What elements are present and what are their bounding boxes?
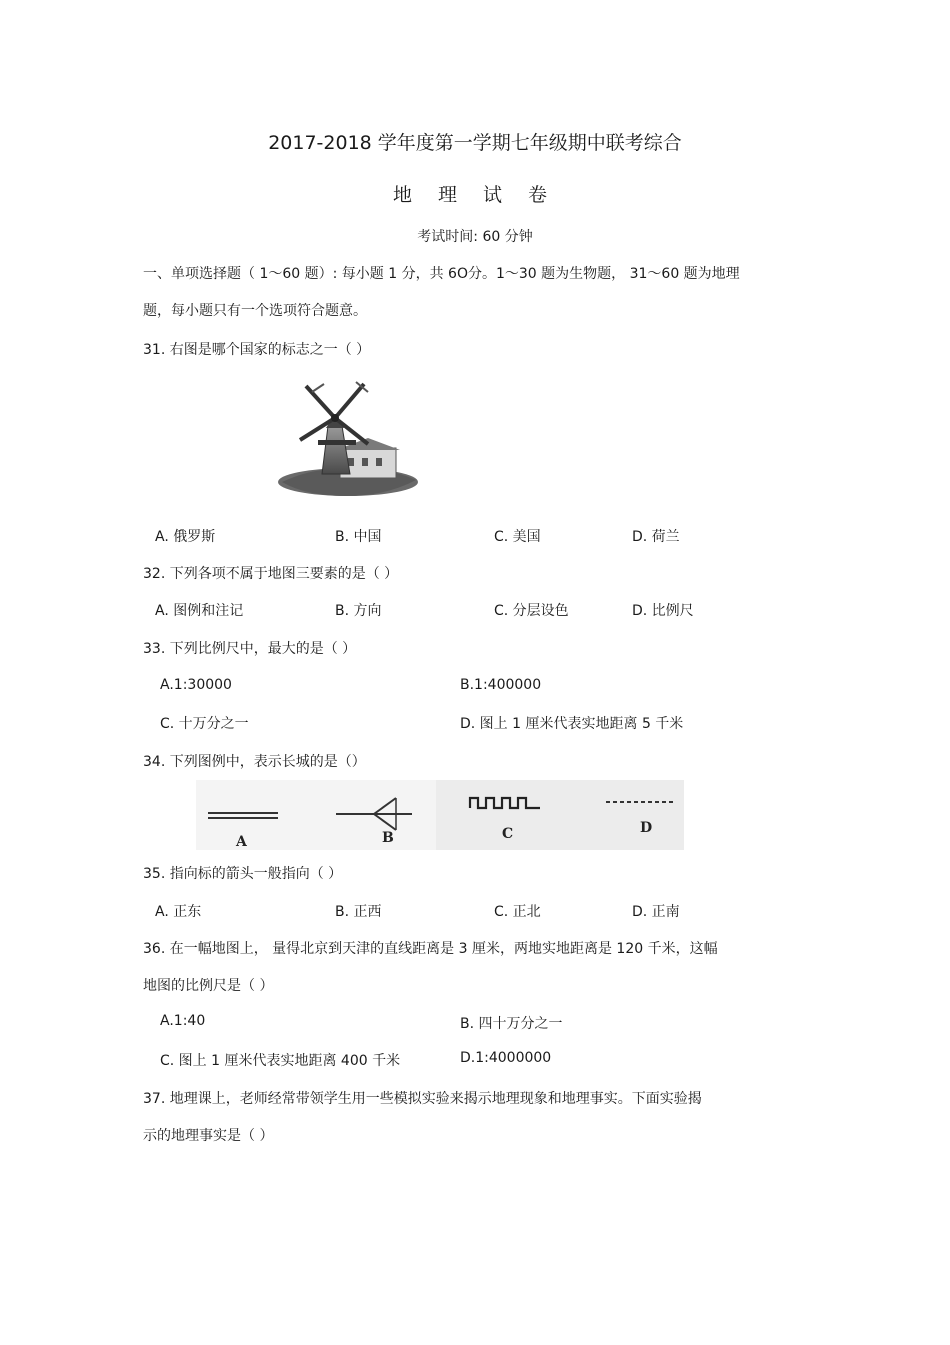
q32-option-c[interactable]: C. 分层设色 <box>494 603 569 619</box>
q35-option-a[interactable]: A. 正东 <box>155 904 202 920</box>
section-instructions-line2: 题，每小题只有一个选项符合题意。 <box>143 303 367 319</box>
q31-option-c[interactable]: C. 美国 <box>494 529 541 545</box>
q32-option-d[interactable]: D. 比例尺 <box>632 603 694 619</box>
q36-option-d[interactable]: D.1:4000000 <box>460 1050 552 1066</box>
question-34-stem: 34. 下列图例中，表示长城的是（） <box>143 754 366 770</box>
windmill-image <box>276 378 418 500</box>
q31-option-d[interactable]: D. 荷兰 <box>632 529 680 545</box>
legend-letter-c: C <box>502 826 514 842</box>
q33-option-b[interactable]: B.1:400000 <box>460 677 542 693</box>
q35-option-d[interactable]: D. 正南 <box>632 904 680 920</box>
question-33-stem: 33. 下列比例尺中，最大的是（ ） <box>143 641 357 657</box>
question-32-stem: 32. 下列各项不属于地图三要素的是（ ） <box>143 566 399 582</box>
q36-option-c[interactable]: C. 图上 1 厘米代表实地距离 400 千米 <box>160 1053 401 1069</box>
q36-option-b[interactable]: B. 四十万分之一 <box>460 1016 563 1032</box>
legend-letter-a: A <box>236 834 247 850</box>
q33-option-a[interactable]: A.1:30000 <box>160 677 232 693</box>
section-instructions-line1: 一、单项选择题（ 1～60 题）: 每小题 1 分，共 6O分。1～30 题为生物题， 31～60 题为地理 <box>143 266 740 282</box>
question-36-stem-line1: 36. 在一幅地图上， 量得北京到天津的直线距离是 3 厘米，两地实地距离是 120 千米，这幅 <box>143 941 718 957</box>
question-31-stem: 31. 右图是哪个国家的标志之一（ ） <box>143 342 371 358</box>
exam-subtitle: 地 理 试 卷 <box>392 184 558 206</box>
question-37-stem-line1: 37. 地理课上，老师经常带领学生用一些模拟实验来揭示地理现象和地理事实。下面实验揭 <box>143 1091 702 1107</box>
question-36-stem-line2: 地图的比例尺是（ ） <box>143 978 274 994</box>
exam-title: 2017-2018 学年度第一学期七年级期中联考综合 <box>268 132 682 154</box>
q31-option-a[interactable]: A. 俄罗斯 <box>155 529 216 545</box>
map-legend-figure <box>196 780 684 850</box>
question-35-stem: 35. 指向标的箭头一般指向（ ） <box>143 866 343 882</box>
q35-option-c[interactable]: C. 正北 <box>494 904 541 920</box>
q33-option-d[interactable]: D. 图上 1 厘米代表实地距离 5 千米 <box>460 716 684 732</box>
question-37-stem-line2: 示的地理事实是（ ） <box>143 1128 274 1144</box>
legend-letter-b: B <box>382 830 394 846</box>
q35-option-b[interactable]: B. 正西 <box>335 904 382 920</box>
exam-time: 考试时间: 60 分钟 <box>417 229 533 245</box>
q32-option-b[interactable]: B. 方向 <box>335 603 382 619</box>
q36-option-a[interactable]: A.1:40 <box>160 1013 206 1029</box>
q31-option-b[interactable]: B. 中国 <box>335 529 382 545</box>
q32-option-a[interactable]: A. 图例和注记 <box>155 603 244 619</box>
q33-option-c[interactable]: C. 十万分之一 <box>160 716 249 732</box>
legend-letter-d: D <box>640 820 653 836</box>
